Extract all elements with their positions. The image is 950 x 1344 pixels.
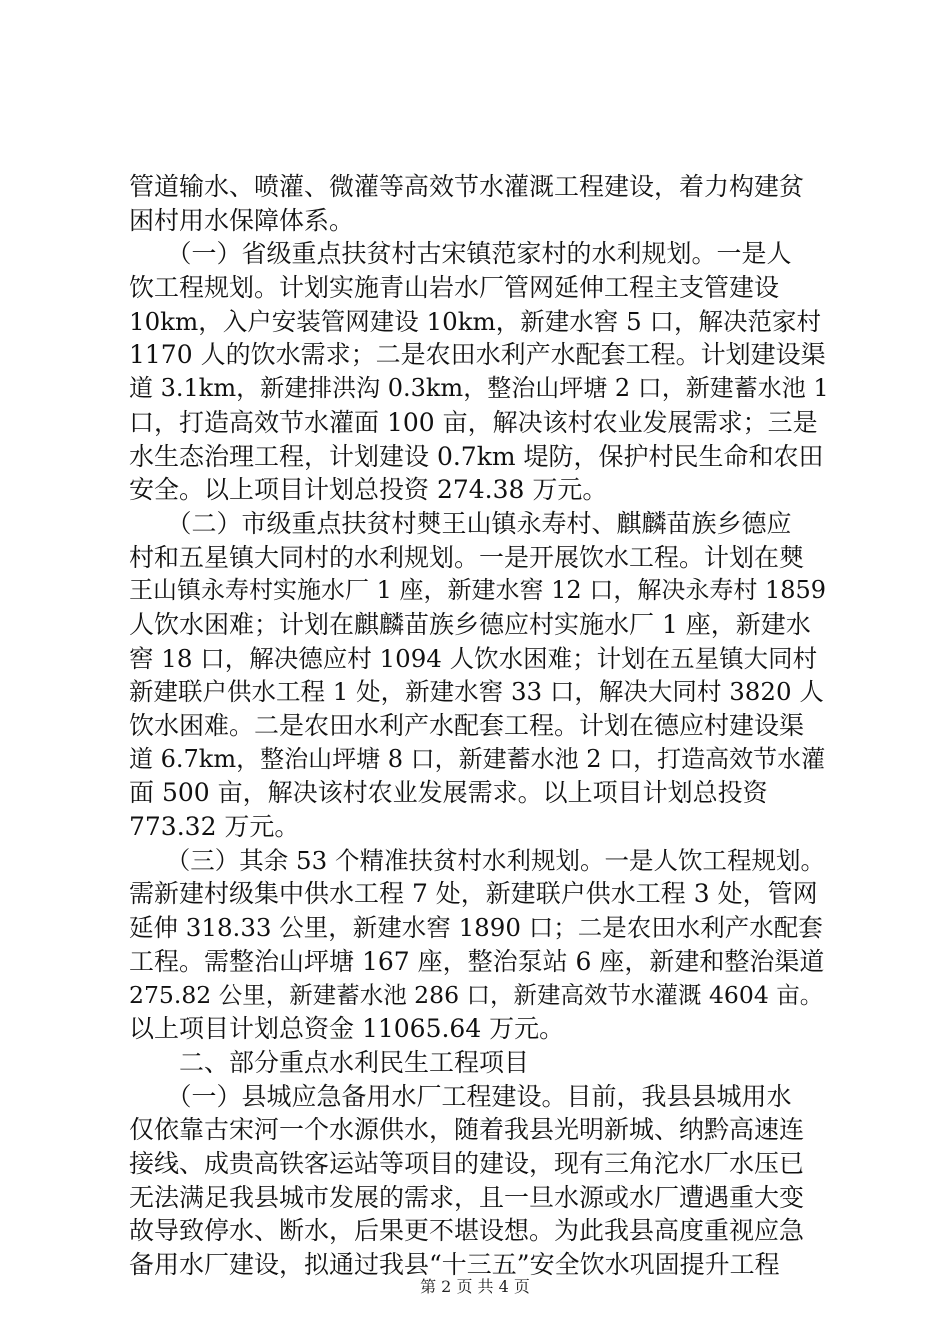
text-line: 1170 人的饮水需求；二是农田水利产水配套工程。计划建设渠: [129, 340, 826, 370]
text-line: 道 3.1km，新建排洪沟 0.3km，整治山坪塘 2 口，新建蓄水池 1: [129, 374, 829, 403]
text-line: 二、部分重点水利民生工程项目: [129, 1047, 530, 1077]
text-line: （一）省级重点扶贫村古宋镇范家村的水利规划。一是人: [129, 239, 792, 269]
text-line: 困村用水保障体系。: [129, 205, 355, 235]
text-line: 村和五星镇大同村的水利规划。一是开展饮水工程。计划在僰: [129, 542, 805, 572]
text-line: 10km，入户安装管网建设 10km，新建水窖 5 口，解决范家村: [129, 306, 821, 336]
text-line: 无法满足我县城市发展的需求，且一旦水源或水厂遭遇重大变: [129, 1182, 805, 1212]
text-line: （二）市级重点扶贫村僰王山镇永寿村、麒麟苗族乡德应: [129, 508, 792, 538]
page-number-footer: 第 2 页 共 4 页: [420, 1277, 530, 1296]
text-line: 人饮水困难；计划在麒麟苗族乡德应村实施水厂 1 座，新建水: [129, 609, 811, 639]
text-line: 773.32 万元。: [129, 812, 300, 842]
text-line: 饮水困难。二是农田水利产水配套工程。计划在德应村建设渠: [129, 711, 805, 740]
text-line: 以上项目计划总资金 11065.64 万元。: [129, 1014, 565, 1044]
text-line: 王山镇永寿村实施水厂 1 座，新建水窖 12 口，解决永寿村 1859: [129, 576, 827, 605]
text-line: （一）县城应急备用水厂工程建设。目前，我县县城用水: [129, 1081, 792, 1111]
text-line: 备用水厂建设，拟通过我县“十三五”安全饮水巩固提升工程: [129, 1250, 780, 1279]
text-line: 新建联户供水工程 1 处，新建水窖 33 口，解决大同村 3820 人: [129, 677, 824, 707]
text-line: 275.82 公里，新建蓄水池 286 口，新建高效节水灌溉 4604 亩。: [129, 980, 824, 1009]
text-line: 水生态治理工程，计划建设 0.7km 堤防，保护村民生命和农田: [129, 441, 824, 471]
text-line: 接线、成贵高铁客运站等项目的建设，现有三角沱水厂水压已: [129, 1148, 805, 1178]
text-line: 故导致停水、断水，后果更不堪设想。为此我县高度重视应急: [129, 1216, 805, 1246]
text-line: 饮工程规划。计划实施青山岩水厂管网延伸工程主支管建设: [129, 273, 780, 303]
text-line: 安全。以上项目计划总投资 274.38 万元。: [129, 475, 608, 505]
text-line: 管道输水、喷灌、微灌等高效节水灌溉工程建设，着力构建贫: [129, 172, 805, 201]
text-line: 工程。需整治山坪塘 167 座，整治泵站 6 座，新建和整治渠道: [129, 946, 825, 976]
text-line: 需新建村级集中供水工程 7 处，新建联户供水工程 3 处，管网: [129, 879, 818, 909]
text-line: 面 500 亩，解决该村农业发展需求。以上项目计划总投资: [129, 778, 768, 808]
text-line: 延伸 318.33 公里，新建水窖 1890 口；二是农田水利产水配套: [129, 913, 823, 943]
text-line: 窖 18 口，解决德应村 1094 人饮水困难；计划在五星镇大同村: [129, 643, 818, 673]
text-line: （三）其余 53 个精准扶贫村水利规划。一是人饮工程规划。: [129, 845, 825, 875]
text-line: 口，打造高效节水灌面 100 亩，解决该村农业发展需求；三是: [129, 407, 818, 437]
text-line: 仅依靠古宋河一个水源供水，随着我县光明新城、纳黔高速连: [129, 1115, 805, 1145]
document-body: [129, 170, 829, 1282]
text-line: 道 6.7km，整治山坪塘 8 口，新建蓄水池 2 口，打造高效节水灌: [129, 744, 826, 773]
